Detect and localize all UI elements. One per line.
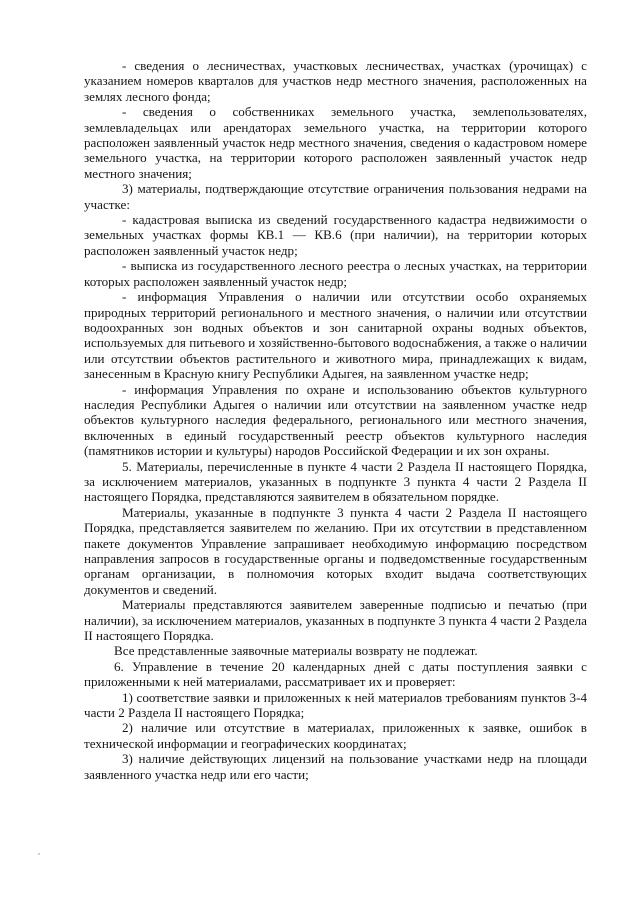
paragraph-check-2: 2) наличие или отсутствие в материалах, приложенных к заявке, ошибок в технической информации и географических координатах; [84,720,587,751]
paragraph-no-return: Все представленные заявочные материалы возврату не подлежат. [114,643,478,659]
paragraph-check-1: 1) соответствие заявки и приложенных к ней материалов требованиям пунктов 3-4 части 2 Раздела II настоящего Порядка; [84,689,587,721]
paragraph-optional-materials: Материалы, указанные в подпункте 3 пункта 4 части 2 Раздела II настоящего Порядка, представляется заявителем по желанию. При их отсутствии в представленном пакете документов Управление запрашивает необходимую информацию посредством направления запросов в государственные органы и подведомственные государственным органам организации, в полномочия которых входит выдача соответствующих документов и сведений. [84,504,587,597]
paragraph-cultural-heritage-info: - информация Управления по охране и использованию объектов культурного наследия Республики Адыгея о наличии или отсутствии на заявленном участке недр объектов культурного наследия федерального, регионального или местного значения, включенных в единый государственный реестр объектов культурного наследия (памятников истории и культуры) народов Российской Федерации и их зон охраны. [84,381,587,459]
scan-speck [38,853,40,855]
document-page [84,58,587,782]
paragraph-check-3: 3) наличие действующих лицензий на пользование участками недр на площади заявленного участка недр или его части; [84,751,587,782]
paragraph-section-5: 5. Материалы, перечисленные в пункте 4 части 2 Раздела II настоящего Порядка, за исключением материалов, указанных в подпункте 3 пункта 4 части 2 Раздела II настоящего Порядка, представляются заявителем в обязательном порядке. [84,458,587,505]
paragraph-landowners-info: - сведения о собственниках земельного участка, землепользователях, землевладельцах или арендаторах земельного участка, на территории которого расположен заявленный участок недр местного значения, сведения о кадастровом номере земельного участка, на территории которого расположен заявленный участок недр местного значения; [84,104,587,181]
paragraph-certified-materials: Материалы представляются заявителем заверенные подписью и печатью (при наличии), за исключением материалов, указанных в подпункте 3 пункта 4 части 2 Раздела II настоящего Порядка. [84,597,587,644]
paragraph-item-3-materials: 3) материалы, подтверждающие отсутствие ограничения пользования недрами на участке: [84,181,587,212]
paragraph-forestry-info: - сведения о лесничествах, участковых лесничествах, участках (урочищах) с указанием номеров кварталов для участков недр местного значения, расположенных на землях лесного фонда; [84,58,587,104]
paragraph-forest-registry-extract: - выписка из государственного лесного реестра о лесных участках, на территории которых расположен заявленный участок недр; [84,258,587,289]
paragraph-protected-areas-info: - информация Управления о наличии или отсутствии особо охраняемых природных территорий регионального и местного значения, о наличии или отсутствии водоохранных зон водных объектов и зон санитарной охраны водных объектов, используемых для питьевого и хозяйственно-бытового водоснабжения, а также о наличии или отсутствии объектов растительного и животного мира, принадлежащих к видам, занесенным в Красную книгу Республики Адыгея, на заявленном участке недр; [84,289,587,382]
paragraph-section-6: 6. Управление в течение 20 календарных дней с даты поступления заявки с приложенными к ней материалами, рассматривает их и проверяет: [84,658,587,690]
paragraph-cadastral-extract: - кадастровая выписка из сведений государственного кадастра недвижимости о земельных участках формы КВ.1 — КВ.6 (при наличии), на территории которых расположен заявленный участок недр; [84,212,587,258]
